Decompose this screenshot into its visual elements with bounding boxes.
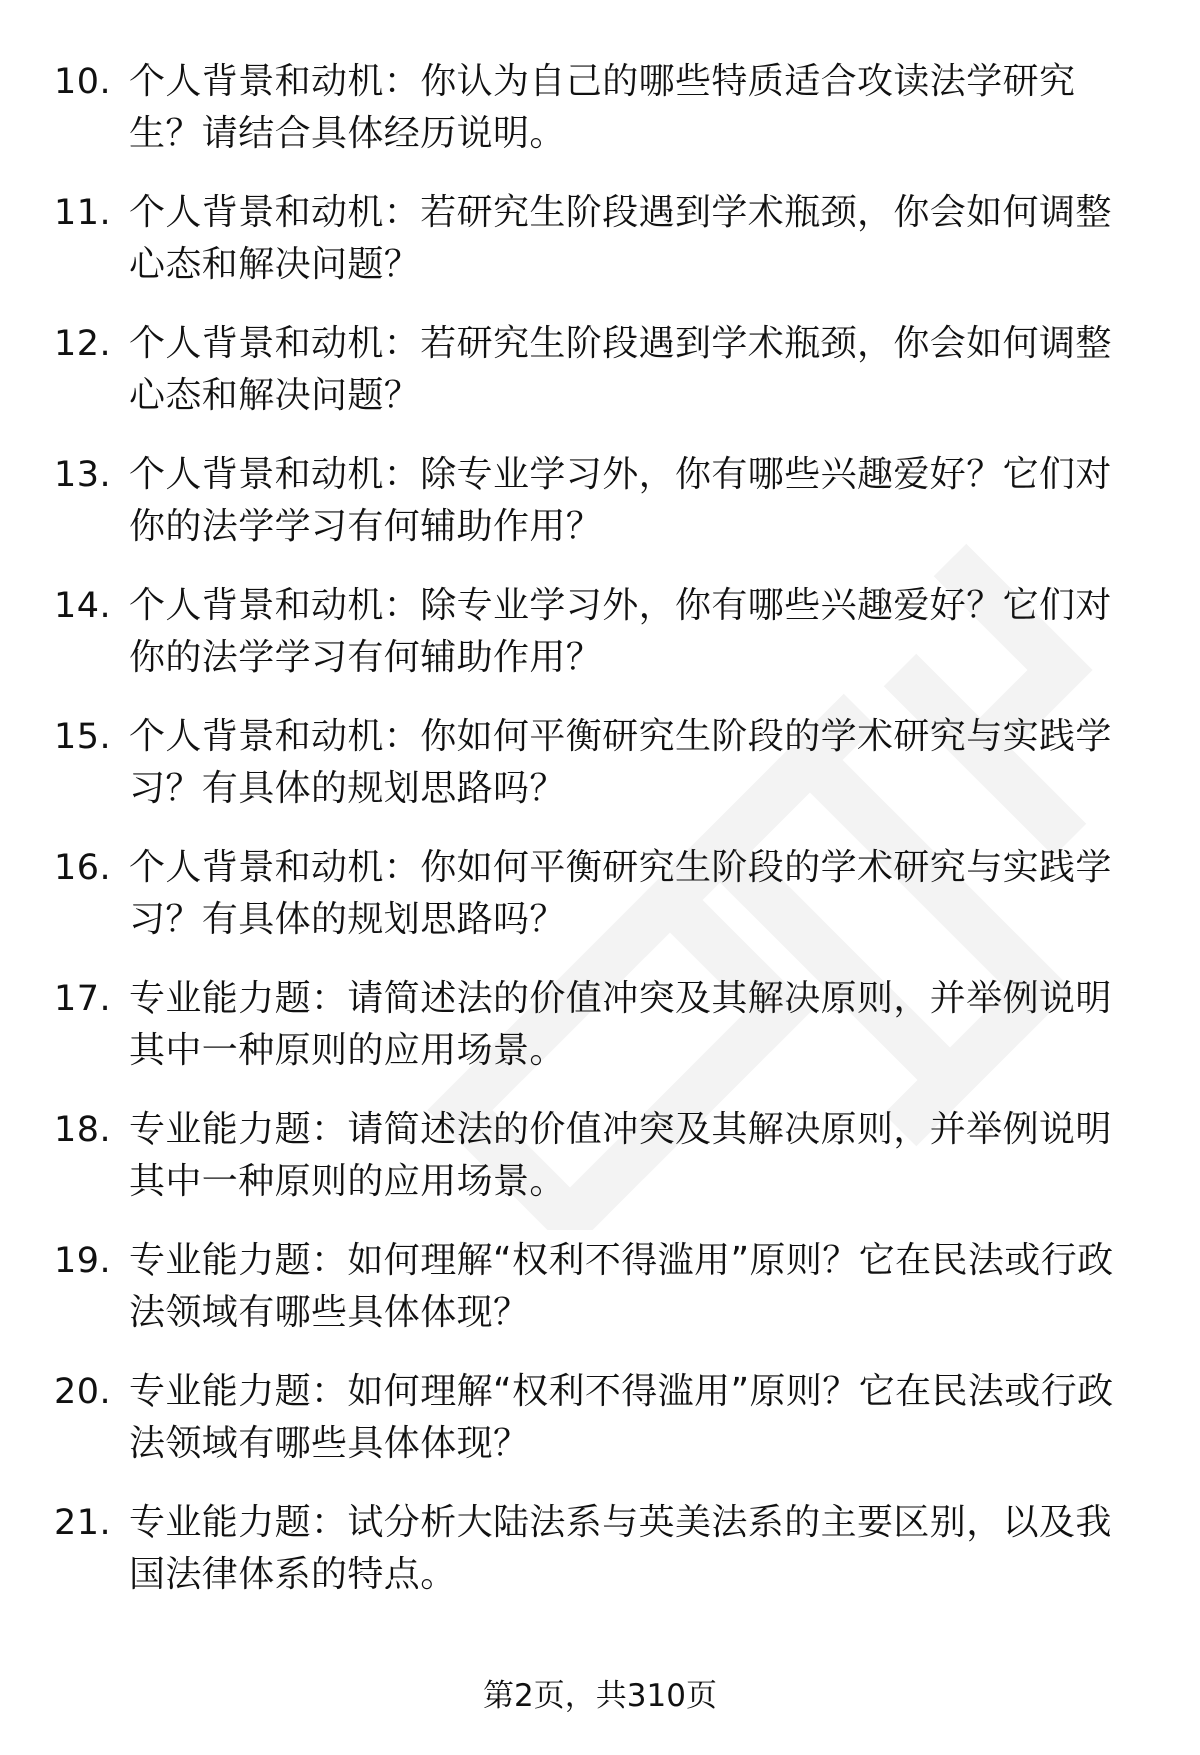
question-text: 专业能力题：如何理解“权利不得滥用”原则？它在民法或行政法领域有哪些具体体现？ [129,1240,1114,1333]
question-item [54,449,1154,580]
question-text: 个人背景和动机：除专业学习外，你有哪些兴趣爱好？它们对你的法学学习有何辅助作用？ [129,585,1112,678]
question-text: 个人背景和动机：你如何平衡研究生阶段的学术研究与实践学习？有具体的规划思路吗？ [129,716,1112,809]
question-number: 17. [54,979,112,1019]
question-number: 10. [54,62,112,102]
question-item [54,56,1154,187]
question-item [54,973,1154,1104]
question-list [54,56,1154,1628]
question-number: 13. [54,455,112,495]
question-item [54,842,1154,973]
question-number: 20. [54,1372,112,1412]
question-item [54,711,1154,842]
question-text: 个人背景和动机：除专业学习外，你有哪些兴趣爱好？它们对你的法学学习有何辅助作用？ [129,454,1112,547]
question-number: 15. [54,717,112,757]
question-item [54,187,1154,318]
question-item [54,1366,1154,1497]
question-text: 专业能力题：请简述法的价值冲突及其解决原则，并举例说明其中一种原则的应用场景。 [129,1109,1112,1202]
question-text: 个人背景和动机：若研究生阶段遇到学术瓶颈，你会如何调整心态和解决问题？ [129,192,1112,285]
question-number: 16. [54,848,112,888]
question-text: 专业能力题：如何理解“权利不得滥用”原则？它在民法或行政法领域有哪些具体体现？ [129,1371,1114,1464]
page-footer: 第2页，共310页 [483,1678,717,1714]
question-text: 个人背景和动机：若研究生阶段遇到学术瓶颈，你会如何调整心态和解决问题？ [129,323,1112,416]
question-number: 14. [54,586,112,626]
question-number: 12. [54,324,112,364]
question-text: 专业能力题：试分析大陆法系与英美法系的主要区别，以及我国法律体系的特点。 [129,1502,1112,1595]
question-text: 个人背景和动机：你如何平衡研究生阶段的学术研究与实践学习？有具体的规划思路吗？ [129,847,1112,940]
question-item [54,580,1154,711]
question-text: 个人背景和动机：你认为自己的哪些特质适合攻读法学研究生？请结合具体经历说明。 [129,61,1076,154]
question-number: 21. [54,1503,112,1543]
question-number: 11. [54,193,112,233]
question-item [54,1497,1154,1628]
question-item [54,1235,1154,1366]
question-item [54,318,1154,449]
question-number: 18. [54,1110,112,1150]
question-text: 专业能力题：请简述法的价值冲突及其解决原则，并举例说明其中一种原则的应用场景。 [129,978,1112,1071]
question-number: 19. [54,1241,112,1281]
question-item [54,1104,1154,1235]
